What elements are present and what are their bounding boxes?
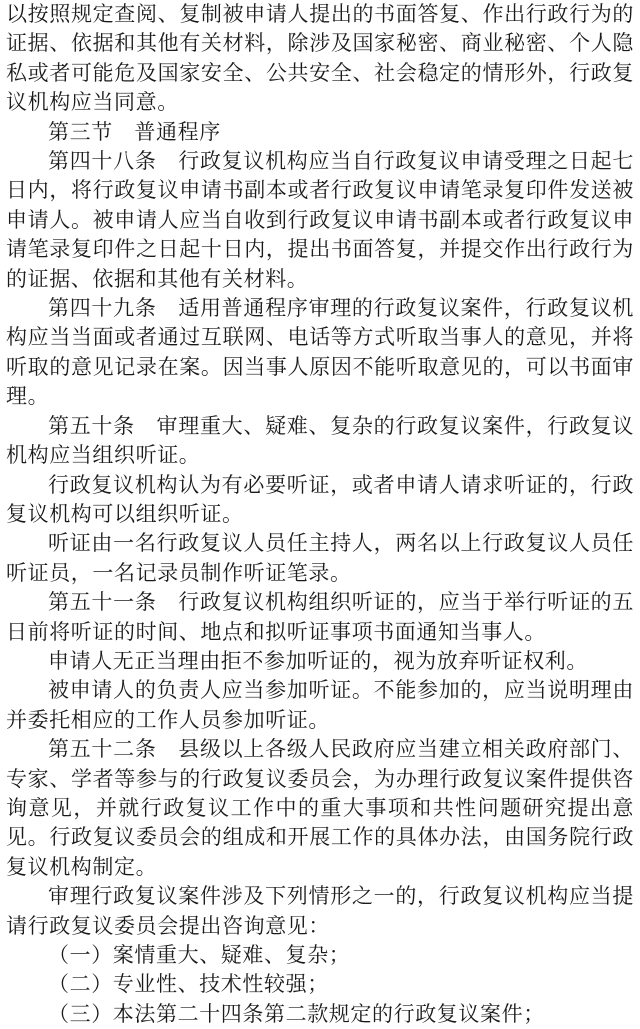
- article-51-paragraph-2: 申请人无正当理由拒不参加听证的，视为放弃听证权利。: [48, 648, 588, 673]
- article-52-paragraph-2: 审理行政复议案件涉及下列情形之一的，行政复议机构应当提请行政复议委员会提出咨询意见：: [6, 884, 634, 938]
- list-item-3: （三）本法第二十四条第二款规定的行政复议案件；: [48, 1001, 545, 1026]
- paragraph-continuation: 以按照规定查阅、复制被申请人提出的书面答复、作出行政行为的证据、依据和其他有关材料，除涉及国家秘密、商业秘密、个人隐私或者可能危及国家安全、公共安全、社会稳定的情形外，行政复议机构应当同意。: [6, 2, 634, 115]
- article-51-paragraph-3: 被申请人的负责人应当参加听证。不能参加的，应当说明理由并委托相应的工作人员参加听证。: [6, 678, 634, 732]
- list-item-2: （二）专业性、技术性较强；: [48, 972, 329, 997]
- article-52: 第五十二条 县级以上各级人民政府应当建立相关政府部门、专家、学者等参与的行政复议委员会，为办理行政复议案件提供咨询意见，并就行政复议工作中的重大事项和共性问题研究提出意见。行政复议委员会的组成和开展工作的具体办法，由国务院行政复议机构制定。: [6, 737, 634, 879]
- article-51: 第五十一条 行政复议机构组织听证的，应当于举行听证的五日前将听证的时间、地点和拟听证事项书面通知当事人。: [6, 590, 634, 644]
- article-50-paragraph-2: 行政复议机构认为有必要听证，或者申请人请求听证的，行政复议机构可以组织听证。: [6, 472, 634, 526]
- list-item-1: （一）案情重大、疑难、复杂；: [48, 943, 351, 967]
- article-50-paragraph-3: 听证由一名行政复议人员任主持人，两名以上行政复议人员任听证员，一名记录员制作听证笔录。: [6, 531, 634, 585]
- article-50: 第五十条 审理重大、疑难、复杂的行政复议案件，行政复议机构应当组织听证。: [6, 413, 634, 468]
- section-heading: 第三节 普通程序: [48, 119, 221, 144]
- article-48: 第四十八条 行政复议机构应当自行政复议申请受理之日起七日内，将行政复议申请书副本或者行政复议申请笔录复印件发送被申请人。被申请人应当自收到行政复议申请书副本或者行政复议申请笔录复印件之日起十日内，提出书面答复，并提交作出行政行为的证据、依据和其他有关材料。: [6, 149, 634, 291]
- article-49: 第四十九条 适用普通程序审理的行政复议案件，行政复议机构应当当面或者通过互联网、电话等方式听取当事人的意见，并将听取的意见记录在案。因当事人原因不能听取意见的，可以书面审理。: [6, 296, 634, 409]
- document-page: [6, 0, 634, 1026]
